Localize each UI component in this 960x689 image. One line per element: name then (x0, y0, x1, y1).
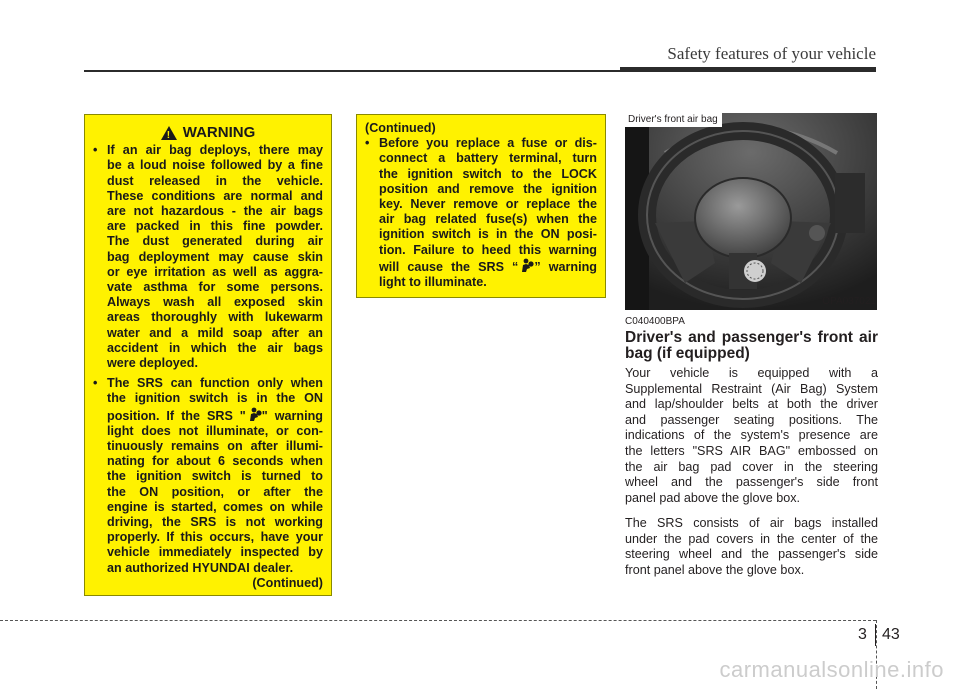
warning-triangle-icon (161, 126, 177, 140)
srs-airbag-warning-icon (246, 407, 262, 423)
page-header-title: Safety features of your vehicle (667, 44, 876, 63)
footer-page-number: 43 (882, 626, 900, 643)
header-rule-accent (620, 67, 876, 72)
continued-bullet: • Before you replace a fuse or dis- connect a battery terminal, turn the ignition switch to the LOCK position and remove the ignition key. Never remove or replace the air bag related fuse(s) when the ignition switch is in the ON posi- tion. Failure to heed this warning will cause the SRS “ ” warning light to illuminate. (365, 136, 597, 290)
warning-box (84, 114, 332, 596)
section-code: C040400BPA (625, 316, 685, 327)
steering-wheel-photo (625, 113, 877, 310)
steering-wheel-illustration (625, 113, 877, 310)
section-title: Driver's and passenger's front air bag (if equipped) (625, 329, 878, 362)
photo-code: OPA037021 (822, 296, 876, 307)
footer-section-number: 3 (858, 626, 867, 643)
warning-label: WARNING (182, 124, 256, 141)
footer-rule (0, 620, 876, 621)
footer-divider (875, 624, 876, 646)
continued-label: (Continued) (252, 575, 323, 590)
continued-warning-box (356, 114, 606, 298)
warning-bullet-1: • If an air bag deploys, there may be a loud noise followed by a fine dust released in the vehicle. These conditions are normal and are not hazardous - the air bags are packed in this fine powder. The dust generated during air bag deployment may cause skin or eye irritation as well as aggra- vate asthma for some persons. Always wash all exposed skin areas thoroughly with lukewarm water and a mild soap after an accident in which the air bags were deployed. (93, 143, 323, 371)
section-paragraph-1: Your vehicle is equipped with a Supplemental Restraint (Air Bag) System and lap/shoulder belts at both the driver and passenger seating positions. The indications of the system's presence are the letters "SRS AIR BAG" embossed on the air bag pad cover in the steering wheel and the passenger's side front panel pad above the glove box. (625, 366, 878, 505)
warning-bullet-2: • The SRS can function only when the ignition switch is in the ON position. If the SRS " " warning light does not illuminate, or con- tinuously remains on after illumi- nating for about 6 seconds when the ignition switch is turned to the ON position, or after the engine is started, comes on while driving, the SRS is not working properly. If this occurs, have your vehicle immediately inspected by an authorized HYUNDAI dealer. (Continued) (93, 376, 323, 591)
warning-heading (85, 125, 331, 140)
srs-airbag-warning-icon (518, 258, 534, 274)
watermark: carmanualsonline.info (719, 657, 944, 682)
section-paragraph-2: The SRS consists of air bags installed under the pad covers in the center of the steering wheel and the passenger's side front panel above the glove box. (625, 516, 878, 577)
continued-heading: (Continued) (365, 121, 436, 135)
photo-caption: Driver's front air bag (625, 113, 722, 127)
